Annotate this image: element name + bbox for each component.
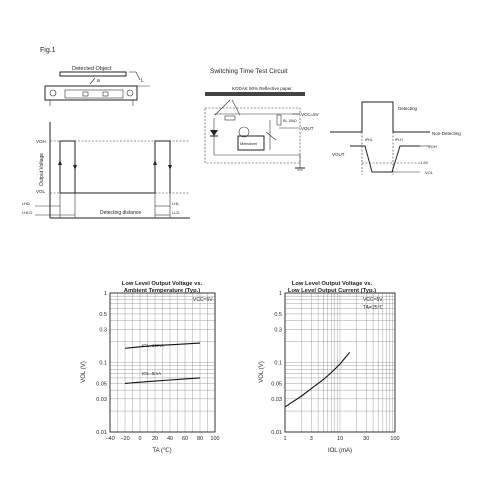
chart1-title-line2: Ambient Temperature (Typ.) <box>123 288 201 294</box>
y-tick-label: 0.03 <box>271 396 282 403</box>
lhl-label: LHL <box>172 201 180 206</box>
voh-timing-label: VOH <box>428 144 437 149</box>
chart1-series2-label: IOL=5mA <box>142 371 162 376</box>
y-tick-label: 0.5 <box>99 311 107 318</box>
vol-label: VOL <box>36 189 46 194</box>
y-tick-label: 0.1 <box>274 360 282 367</box>
dim-a-label: a <box>97 78 100 84</box>
x-tick-label: 10 <box>336 436 344 442</box>
y-tick-label: 0.05 <box>271 381 282 388</box>
vol-timing-label: VOL <box>425 170 434 175</box>
y-tick-label: 0.5 <box>274 311 282 318</box>
y-tick-label: 0.3 <box>274 327 282 334</box>
tphl-label: tPHL <box>365 138 373 142</box>
y-tick-label: 0.03 <box>96 396 107 403</box>
y-tick-label: 0.05 <box>96 381 107 388</box>
chart2-title-line2: Low Level Output Current (Typ.) <box>287 288 377 294</box>
hysteresis-diagram <box>22 122 190 218</box>
x-tick-label: 20 <box>151 436 159 442</box>
hysteresis-y-label: Output Voltage <box>39 152 45 186</box>
circuit-title: Switching Time Test Circuit <box>210 68 288 75</box>
y-tick-label: 1 <box>278 291 282 297</box>
x-tick-label: 1 <box>283 436 287 442</box>
ic-label: Metrobrel <box>240 141 257 146</box>
chart1-title-line1: Low Level Output Voltage vs. <box>121 281 203 287</box>
detected-object-label: Detected Object <box>72 66 112 72</box>
chart-vol-vs-temperature <box>81 281 220 454</box>
chart-vol-vs-current <box>259 281 400 454</box>
test-circuit <box>205 68 319 170</box>
lhd-label: LHD <box>22 201 31 206</box>
lld-label: LLD <box>172 210 180 215</box>
dim-l-label: L <box>141 78 144 84</box>
chart2-xlabel: IOL (mA) <box>327 448 353 454</box>
non-detecting-label: Non-Detecting <box>432 131 461 136</box>
level-label: 1.5V <box>420 160 429 165</box>
x-tick-label: 40 <box>166 436 174 442</box>
x-tick-label: 100 <box>390 436 400 442</box>
x-tick-label: 0 <box>138 436 142 442</box>
x-tick-label: −40 <box>105 436 115 442</box>
y-tick-label: 0.01 <box>96 430 107 436</box>
x-tick-label: 60 <box>181 436 189 442</box>
tplh-label: tPLH <box>395 138 403 142</box>
chart2-condition-line2: TA=25℃ <box>363 305 384 311</box>
chart1-ylabel: VOL (V) <box>81 361 87 383</box>
chart1-xlabel: TA (℃) <box>152 448 172 454</box>
chart1-condition: VCC=5V <box>193 297 213 303</box>
chart2-title-line1: Low Level Output Voltage vs. <box>291 281 373 287</box>
vout-circuit-label: VOUT <box>301 126 314 131</box>
y-tick-label: 0.01 <box>271 430 282 436</box>
detecting-label: Detecting <box>398 106 418 111</box>
y-tick-label: 1 <box>103 291 107 297</box>
detected-object-plate <box>60 72 126 76</box>
y-tick-label: 0.3 <box>99 327 107 334</box>
x-tick-label: −20 <box>120 436 130 442</box>
reflective-paper-label: KODAK 90% Reflective paper <box>232 86 292 91</box>
timing-diagram <box>330 102 461 175</box>
chart1-series1-label: IOL=16mA <box>142 343 164 348</box>
x-tick-label: 100 <box>210 436 220 442</box>
voh-label: VOH <box>36 139 46 144</box>
chart2-condition-line1: VCC=5V <box>363 297 383 303</box>
rl-label: RL 10kΩ <box>283 119 297 123</box>
detecting-distance-label: Detecting distance <box>100 210 142 216</box>
chart2-ylabel: VOL (V) <box>259 361 265 383</box>
y-tick-label: 0.1 <box>99 360 107 367</box>
x-tick-label: 30 <box>363 436 370 442</box>
x-tick-label: 3 <box>309 436 313 442</box>
reflective-paper <box>205 92 305 96</box>
lhld-label: LHLD <box>22 210 33 215</box>
x-tick-label: 80 <box>196 436 204 442</box>
figure-label: Fig.1 <box>40 47 56 54</box>
vout-timing-label: VOUT <box>332 152 345 157</box>
mechanical-drawing <box>45 66 150 106</box>
vcc-label: VCC=5V <box>301 112 319 117</box>
